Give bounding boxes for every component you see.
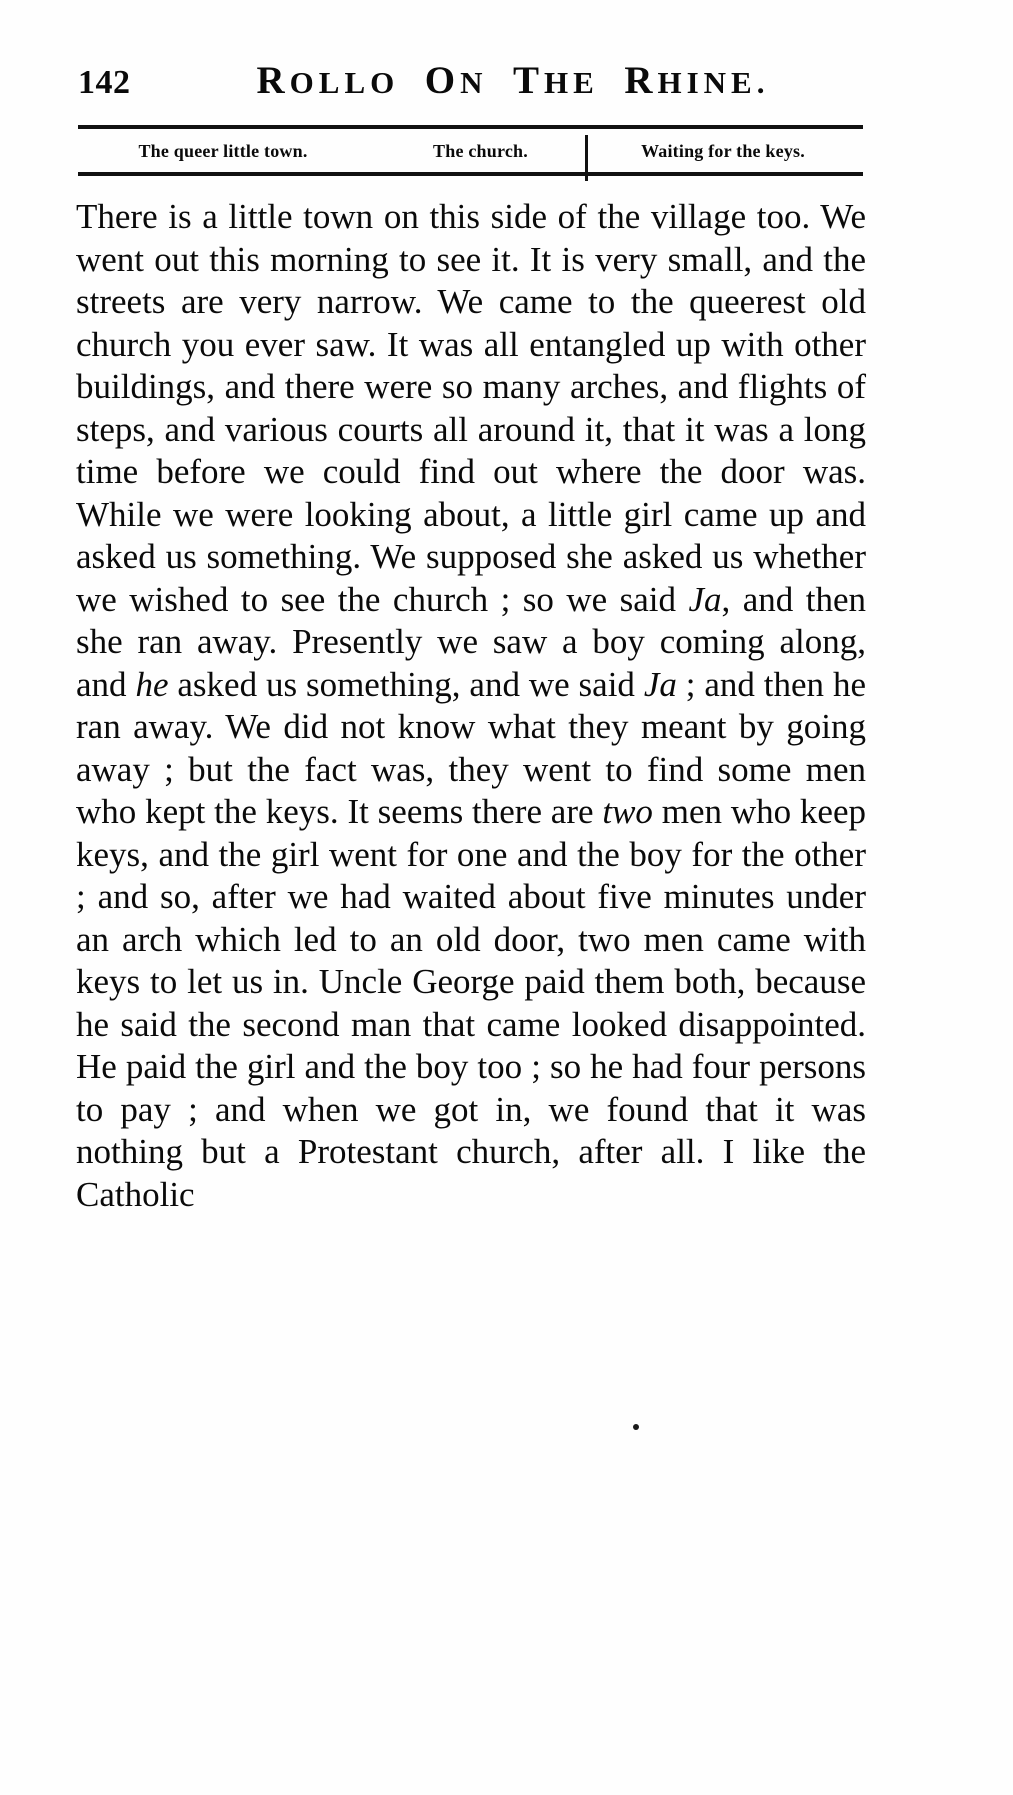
sidehead-the-church: The church. bbox=[433, 140, 528, 161]
page-header bbox=[78, 58, 858, 110]
running-title-part: R bbox=[624, 59, 658, 102]
sidehead-queer-little-town: The queer little town. bbox=[138, 140, 308, 161]
running-title-part: R bbox=[256, 59, 290, 102]
running-title-part: T bbox=[513, 59, 545, 102]
running-title-part: N bbox=[460, 65, 488, 100]
sidehead-row bbox=[78, 131, 863, 171]
stray-ink-mark bbox=[633, 1424, 639, 1430]
sidehead-waiting-for-the-keys: Waiting for the keys. bbox=[593, 141, 853, 162]
running-title-part: OLLO bbox=[289, 65, 400, 100]
body-text: There is a little town on this side of the village too. We went out this morning to see it. It is very small, and the streets are very narrow. We came to the queerest old church you ever saw. It was all entangled up with other buildings, and there were so many arches, and flights of steps, and various courts all around it, that it was a long time before we could find out where the door was. While we were looking about, a little girl came up and asked us something. We supposed she asked us whether we wished to see the church ; so we said Ja, and then she ran away. Presently we saw a boy coming along, and he asked us something, and we said Ja ; and then he ran away. We did not know what they meant by going away ; but the fact was, they went to find some men who kept the keys. It seems there are two men who keep keys, and the girl went for one and the boy for the other ; and so, after we had waited about five minutes under an arch which led to an old door, two men came with keys to let us in. Uncle George paid them both, because he said the second man that came looked disappointed. He paid the girl and the boy too ; so he had four persons to pay ; and when we got in, we found that it was nothing but a Protestant church, after all. I like the Catholic bbox=[76, 197, 866, 1214]
running-title-part: HE bbox=[544, 65, 599, 100]
running-title bbox=[198, 58, 858, 103]
running-title-part: O bbox=[424, 59, 461, 102]
header-rule-bottom bbox=[78, 172, 863, 176]
page-number: 142 bbox=[78, 64, 131, 101]
header-rule-top bbox=[78, 125, 863, 129]
running-title-part: HINE. bbox=[657, 65, 770, 100]
